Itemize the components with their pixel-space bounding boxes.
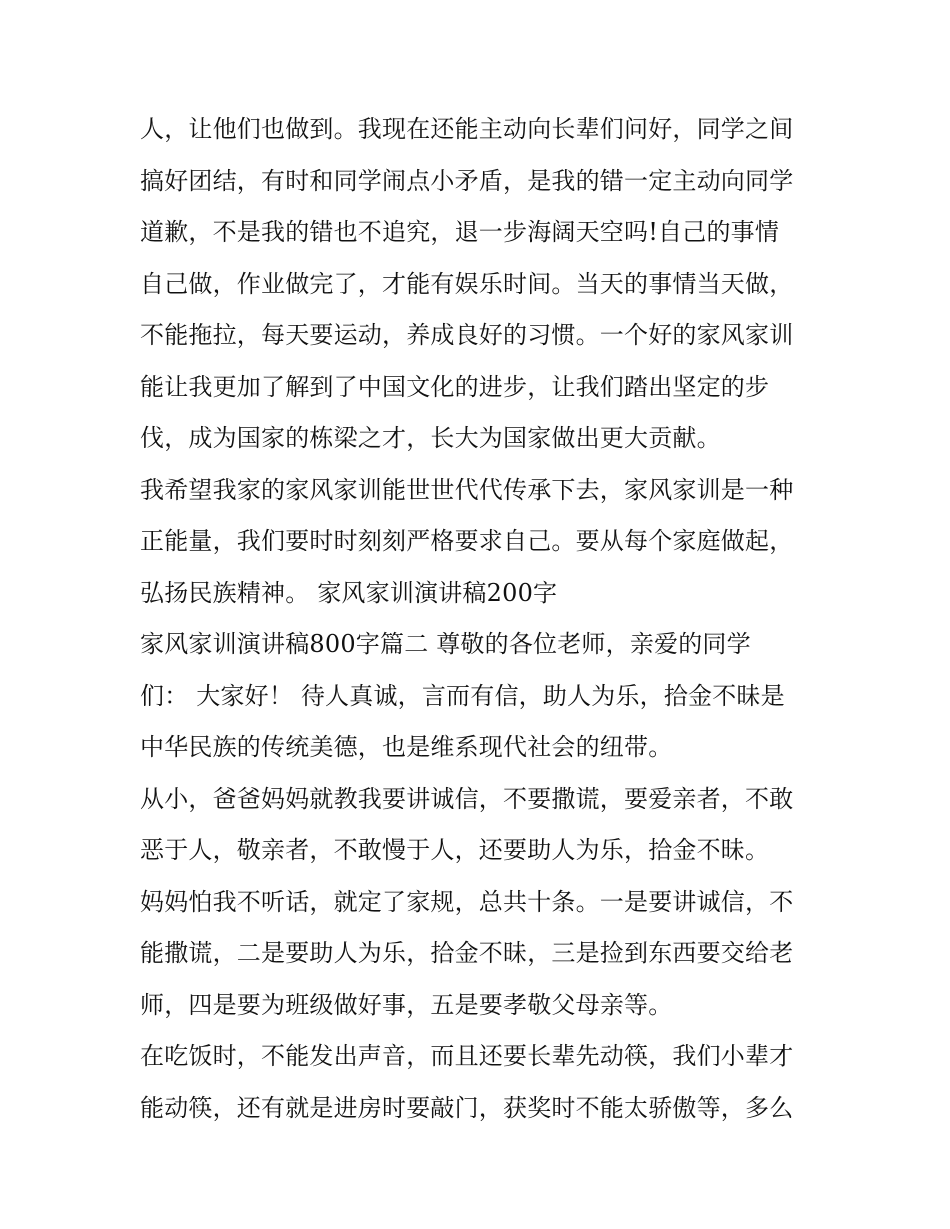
text-line: 搞好团结，有时和同学闹点小矛盾，是我的错一定主动向同学	[140, 166, 794, 195]
text-line: 弘扬民族精神。 家风家训演讲稿200字	[140, 578, 558, 607]
text-line: 人，让他们也做到。我现在还能主动向长辈们问好，同学之间	[140, 115, 794, 143]
text-line: 正能量，我们要时时刻刻严格要求自己。要从每个家庭做起，	[140, 527, 794, 555]
text-line: 伐，成为国家的栋梁之才，长大为国家做出更大贡献。	[140, 424, 721, 452]
text-line: 家风家训演讲稿800字篇二 尊敬的各位老师，亲爱的同学	[140, 630, 751, 658]
text-line: 自己做，作业做完了，才能有娱乐时间。当天的事情当天做，	[140, 269, 794, 298]
text-line: 们： 大家好！ 待人真诚，言而有信，助人为乐，拾金不昧是	[140, 681, 785, 710]
text-line: 在吃饭时，不能发出声音，而且还要长辈先动筷，我们小辈才	[140, 1042, 794, 1070]
text-line: 不能拖拉，每天要运动，养成良好的习惯。一个好的家风家训	[140, 321, 794, 349]
text-line: 能动筷，还有就是进房时要敲门，获奖时不能太骄傲等，多么	[140, 1093, 794, 1122]
text-line: 妈妈怕我不听话，就定了家规，总共十条。一是要讲诚信，不	[140, 887, 794, 916]
text-line: 中华民族的传统美德，也是维系现代社会的纽带。	[140, 733, 673, 761]
text-line: 恶于人，敬亲者，不敢慢于人，还要助人为乐，拾金不昧。	[140, 836, 770, 864]
text-line: 我希望我家的家风家训能世世代代传承下去，家风家训是一种	[140, 475, 794, 504]
text-line: 从小，爸爸妈妈就教我要讲诚信，不要撒谎，要爱亲者，不敢	[140, 784, 794, 813]
document-body	[140, 104, 820, 1134]
text-line: 能让我更加了解到了中国文化的进步，让我们踏出坚定的步	[140, 372, 770, 401]
text-line: 道歉，不是我的错也不追究，退一步海阔天空吗!自己的事情	[140, 218, 780, 246]
text-line: 师，四是要为班级做好事，五是要孝敬父母亲等。	[140, 990, 673, 1019]
text-line: 能撒谎，二是要助人为乐，拾金不昧，三是捡到东西要交给老	[140, 939, 794, 967]
